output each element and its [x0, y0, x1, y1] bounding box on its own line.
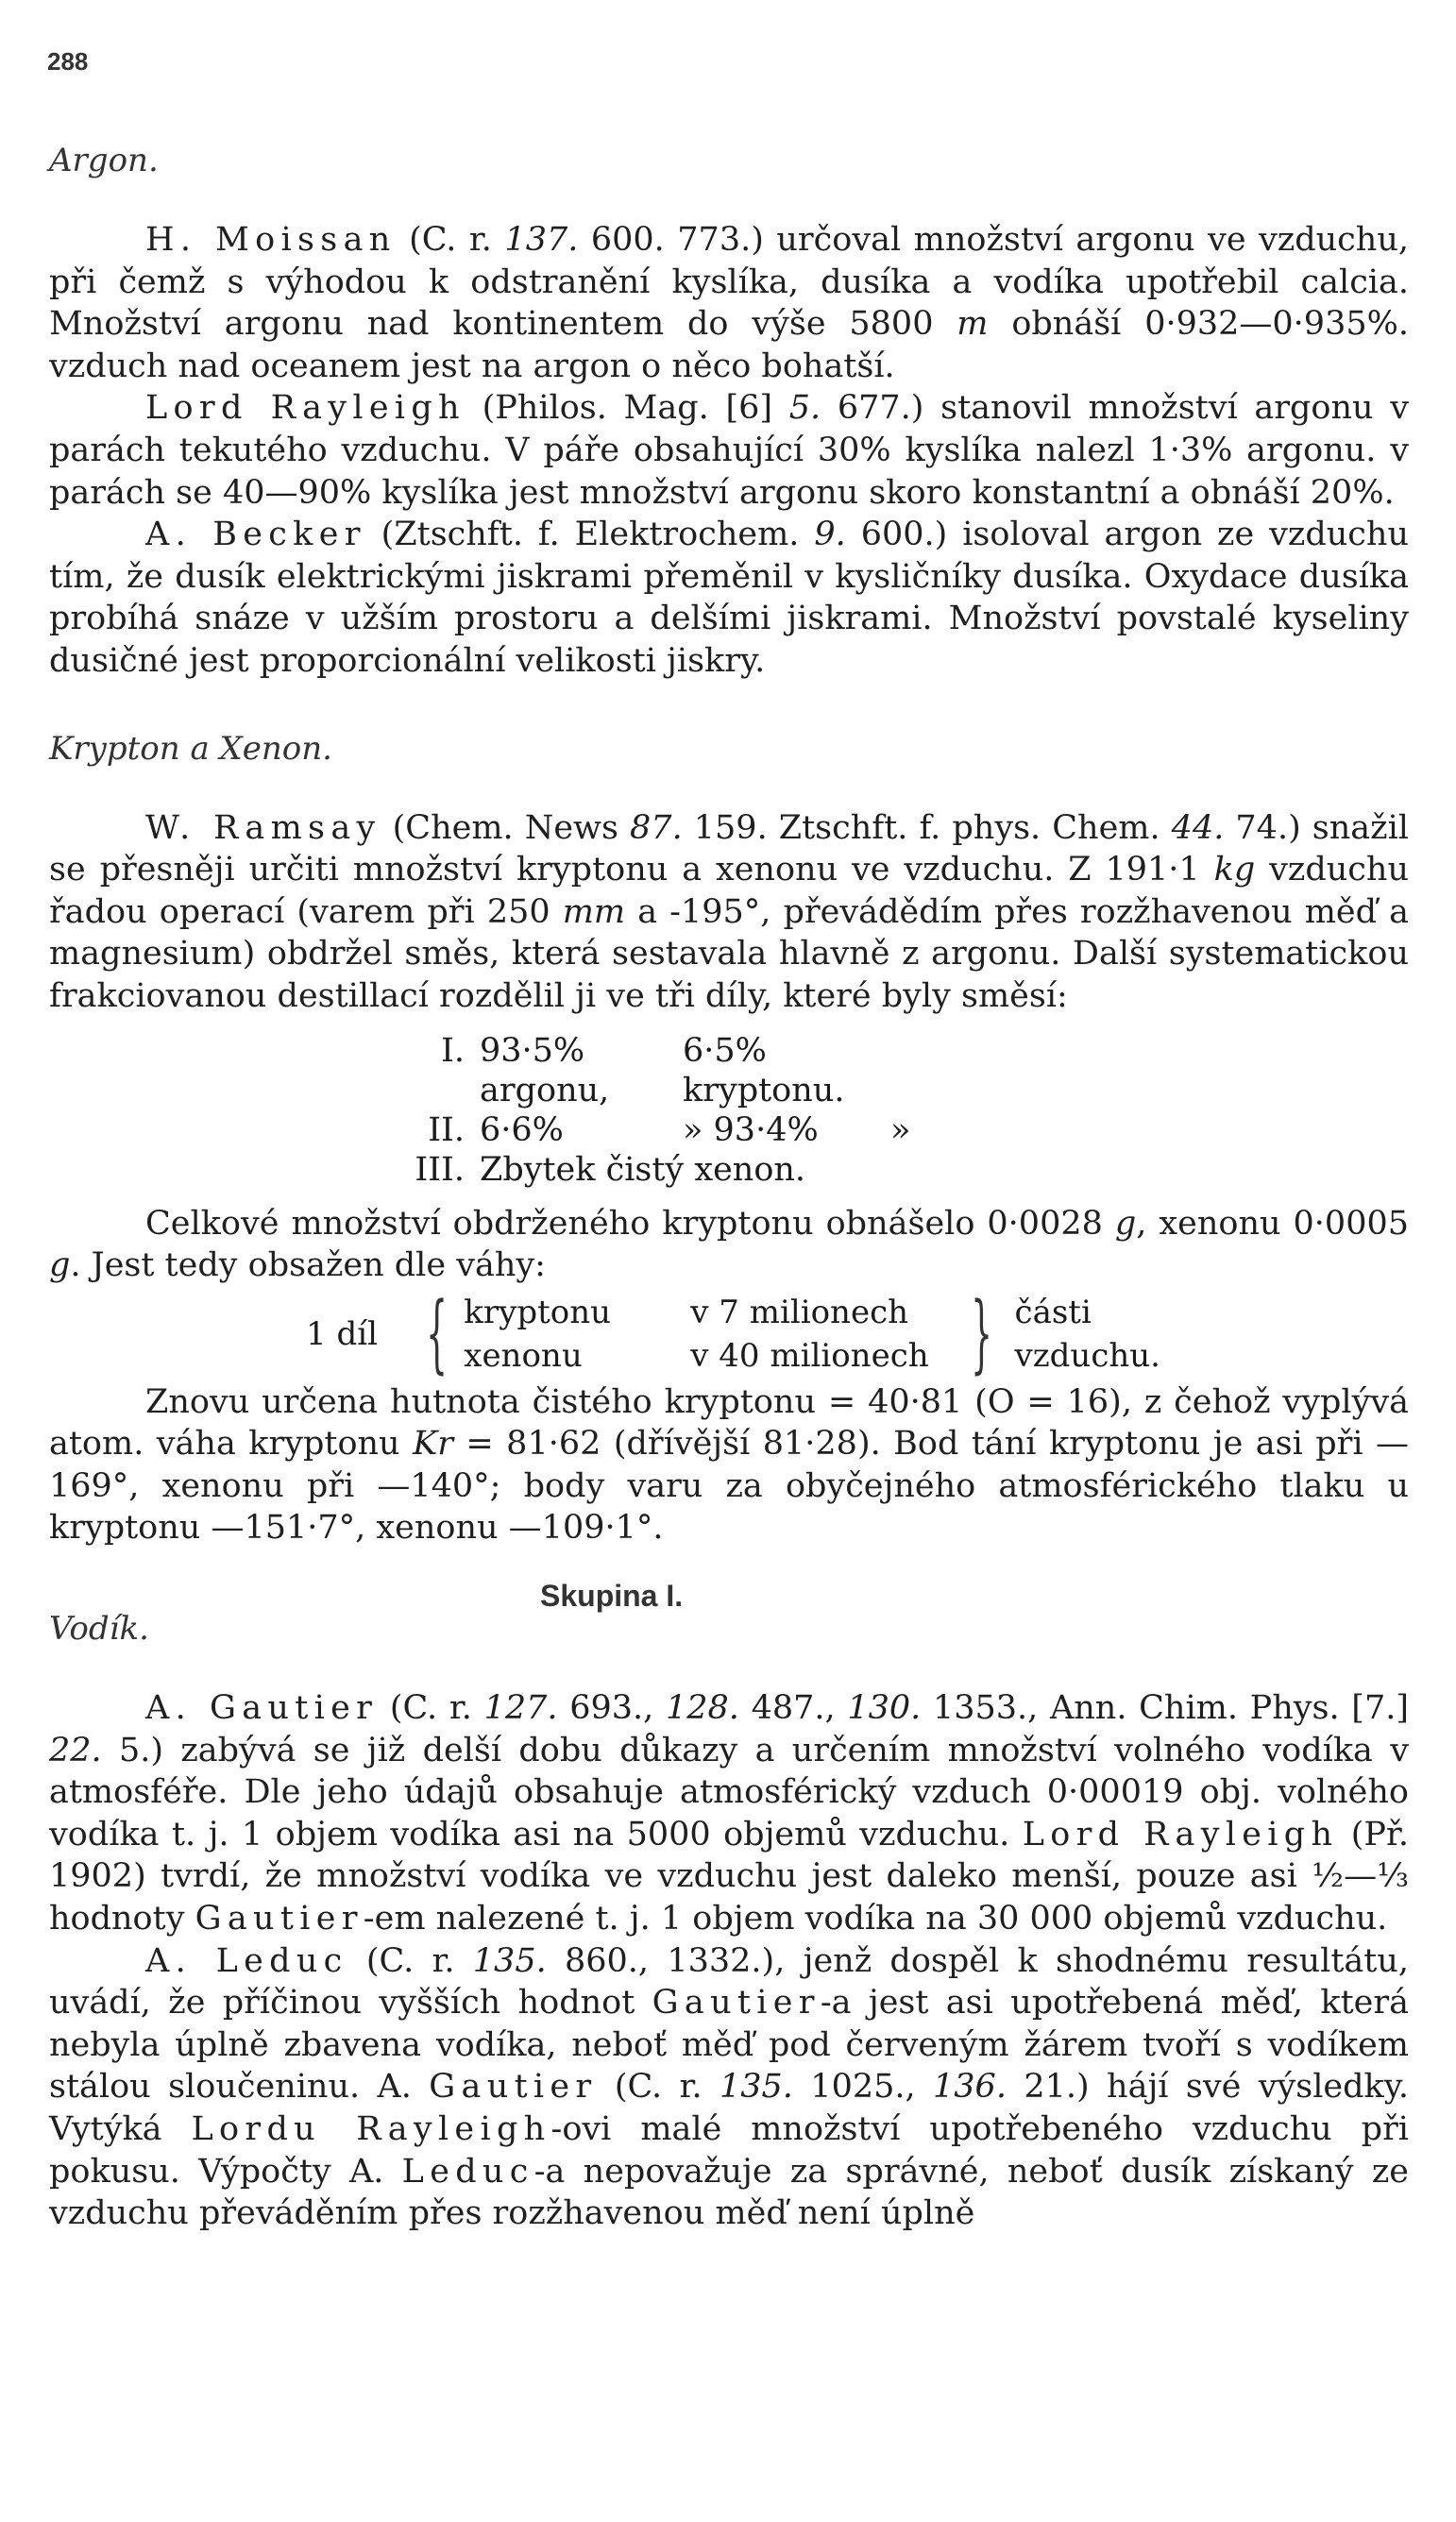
author-name: Gautier	[195, 1900, 364, 1938]
fraction-row: I. 93·5% argonu, 6·5% kryptonu.	[441, 1031, 845, 1109]
paragraph-density: Znovu určena hutnota čistého kryptonu = 40·81 (O = 16), z čehož vyplývá atom. váha kryptonu Kr = 81·62 (dřívější 81·28). Bod tání kryptonu je asi při —169°, xenonu při —140°; body varu za obyčejného atmosférického tlaku u kryptonu —151·7°, xenonu —109·1°.	[49, 1382, 1409, 1548]
paragraph-moissan: H. Moissan (C. r. 137. 600. 773.) určoval množství argonu ve vzduchu, při čemž s výhodou k odstranění kyslíka, dusíka a vodíka upotřebil calcia. Množství argonu nad kontinentem do výše 5800 m obnáší 0·932—0·935%. vzduch nad oceanem jest na argon o něco bohatší.	[49, 221, 1409, 385]
page-number: 288	[47, 47, 89, 76]
section-heading-argon: Argon.	[49, 142, 159, 179]
author-name: Gautier	[429, 2068, 598, 2107]
group-title: Skupina I.	[540, 1579, 684, 1614]
paragraph-leduc: A. Leduc (C. r. 135. 860., 1332.), jenž dospěl k shodnému resultátu, uvádí, že příčinou vyšších hodnot Gautier-a jest asi upotřebená měď, která nebyla úplně zbavena vodíka, neboť měď pod červeným žárem tvoří s vodíkem stálou sloučeninu. A. Gautier (C. r. 135. 1025., 136. 21.) hájí své výsledky. Vytýká Lordu Rayleigh-ovi malé množství upotřebeného vzduchu při pokusu. Výpočty A. Leduc-a nepovažuje za správné, neboť dusík získaný ze vzduchu převáděním přes rozžhavenou měď není úplně	[49, 1941, 1410, 2233]
right-brace: }	[971, 1283, 993, 1383]
author-name: Lord Rayleigh	[1022, 1815, 1339, 1853]
author-name: Leduc	[401, 2152, 534, 2191]
section-heading-vodik: Vodík.	[49, 1610, 149, 1649]
author-name: W. Ramsay	[145, 808, 381, 847]
ratio-formula: 1 díl { kryptonu xenonu v 7 milionech v 40 milionech } části vzduchu.	[306, 1283, 1160, 1383]
paragraph-becker: A. Becker (Ztschft. f. Elektrochem. 9. 600.) isoloval argon ze vzduchu tím, že dusík elektrickými jiskrami přeměnil v kysličníky dusíka. Oxydace dusíka probíhá snáze v užším prostoru a delšími jiskrami. Množství povstalé kyseliny dusičné jest proporcionální velikosti jiskry.	[49, 516, 1409, 680]
paragraph-gautier: A. Gautier (C. r. 127. 693., 128. 487., 130. 1353., Ann. Chim. Phys. [7.] 22. 5.) zabývá se již delší dobu důkazy a určením množství volného vodíka v atmosféře. Dle jeho údajů obsahuje atmosférický vzduch 0·00019 obj. volného vodíka t. j. 1 objem vodíka asi na 5000 objemů vzduchu. Lord Rayleigh (Př. 1902) tvrdí, že množství vodíka ve vzduchu jest daleko menší, pouze asi ½—⅓ hodnoty Gautier-em nalezené t. j. 1 objem vodíka na 30 000 objemů vzduchu.	[49, 1689, 1410, 1938]
paragraph-rayleigh: Lord Rayleigh (Philos. Mag. [6] 5. 677.) stanovil množství argonu v parách tekutého vzduchu. V páře obsahující 30% kyslíka nalezl 1·3% argonu. v parách se 40—90% kyslíka jest množství argonu skoro konstantní a obnáší 20%.	[49, 389, 1410, 512]
fractions-list	[408, 1031, 1409, 1190]
left-brace: {	[426, 1283, 449, 1383]
fraction-row: II. 6·6% » 93·4% »	[428, 1110, 911, 1149]
author-name: A. Gautier	[145, 1689, 379, 1728]
section-heading-krypton-xenon: Krypton a Xenon.	[49, 729, 332, 768]
author-name: Lordu Rayleigh	[191, 2110, 551, 2148]
fraction-row: III. Zbytek čistý xenon.	[415, 1150, 806, 1189]
author-name: A. Leduc	[145, 1941, 348, 1980]
author-name: Gautier	[652, 1984, 821, 2023]
paragraph-total: Celkové množství obdrženého kryptonu obnášelo 0·0028 g, xenonu 0·0005 g. Jest tedy obsažen dle váhy:	[49, 1204, 1409, 1285]
paragraph-ramsay: W. Ramsay (Chem. News 87. 159. Ztschft. f. phys. Chem. 44. 74.) snažil se přesněji určiti množství kryptonu a xenonu ve vzduchu. Z 191·1 kg vzduchu řadou operací (varem při 250 mm a -195°, převádědím přes rozžhavenou měď a magnesium) obdržel směs, která sestavala hlavně z argonu. Další systematickou frakciovanou destillací rozdělil ji ve tři díly, které byly směsí:	[49, 808, 1410, 1015]
author-name: Lord Rayleigh	[145, 389, 466, 428]
page-content	[49, 142, 1409, 2235]
author-name: H. Moissan	[145, 221, 397, 259]
group-heading-row	[49, 1579, 1409, 1649]
author-name: A. Becker	[145, 516, 366, 554]
